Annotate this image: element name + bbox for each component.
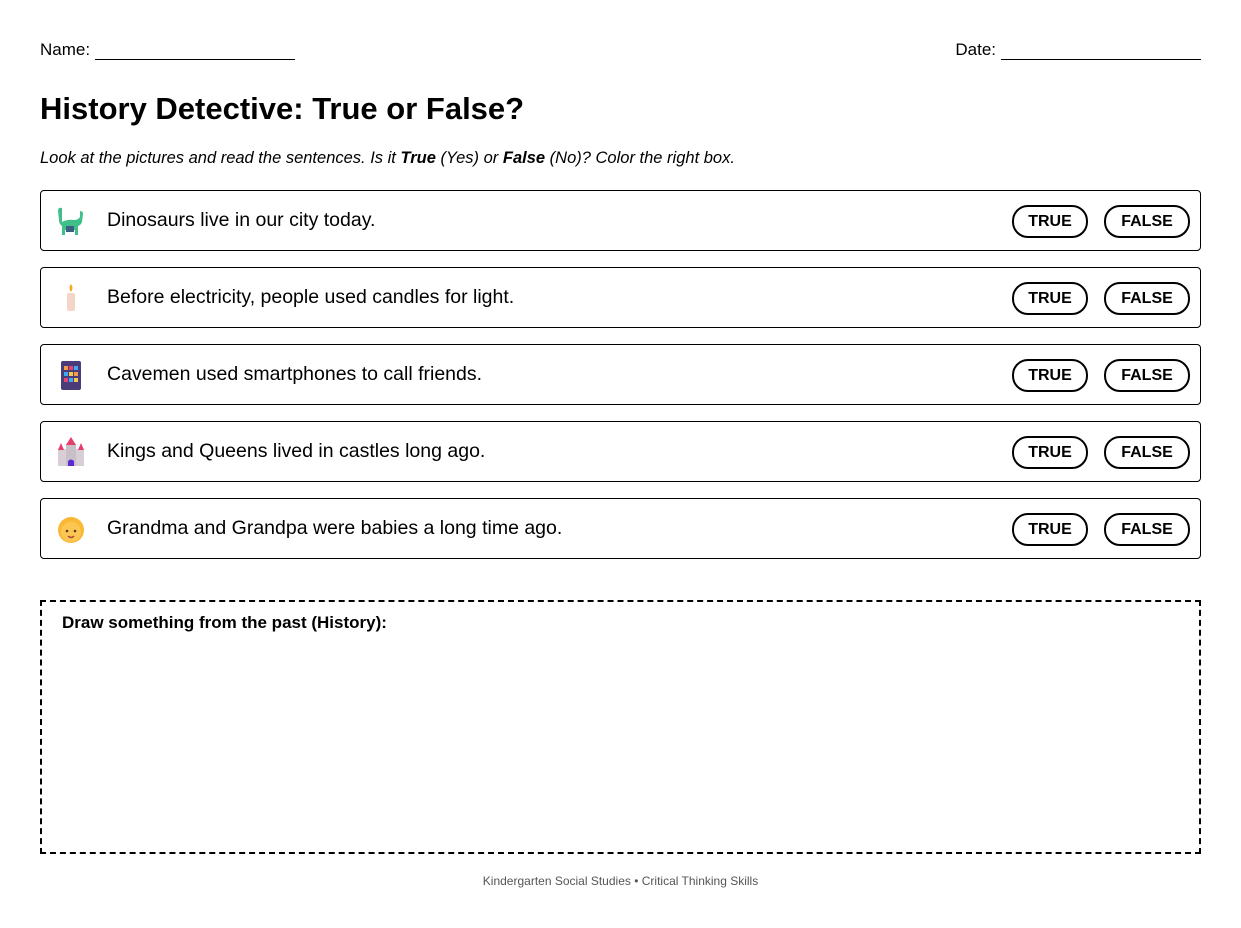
false-button[interactable]: FALSE: [1104, 282, 1190, 315]
instructions-text: (No)? Color the right box.: [545, 149, 735, 167]
name-label: Name:: [40, 40, 91, 59]
true-button[interactable]: TRUE: [1012, 359, 1088, 392]
question-row: [40, 267, 1201, 328]
question-text: Before electricity, people used candles for light.: [107, 286, 515, 308]
date-label: Date:: [955, 40, 996, 59]
false-word: False: [502, 149, 546, 167]
smartphone-icon: [55, 359, 87, 391]
question-text: Cavemen used smartphones to call friends.: [107, 363, 483, 385]
true-button[interactable]: TRUE: [1012, 282, 1088, 315]
true-button[interactable]: TRUE: [1012, 513, 1088, 546]
false-button[interactable]: FALSE: [1104, 359, 1190, 392]
drawing-label: Draw something from the past (History):: [62, 613, 387, 632]
false-button[interactable]: FALSE: [1104, 436, 1190, 469]
question-row: [40, 421, 1201, 482]
false-button[interactable]: FALSE: [1104, 513, 1190, 546]
header: [40, 40, 1201, 60]
question-text: Kings and Queens lived in castles long ago.: [107, 440, 486, 462]
date-field[interactable]: [955, 40, 1201, 60]
date-line[interactable]: [1001, 44, 1201, 60]
true-button[interactable]: TRUE: [1012, 436, 1088, 469]
name-field[interactable]: [40, 40, 295, 60]
drawing-area[interactable]: [40, 600, 1201, 854]
name-line[interactable]: [95, 44, 295, 60]
question-row: [40, 190, 1201, 251]
question-row: [40, 344, 1201, 405]
baby-icon: [55, 513, 87, 545]
castle-icon: [55, 436, 87, 468]
true-word: True: [400, 149, 436, 167]
candle-icon: [55, 282, 87, 314]
page-title: History Detective: True or False?: [40, 91, 525, 126]
true-button[interactable]: TRUE: [1012, 205, 1088, 238]
instructions-text: Look at the pictures and read the sentences. Is it: [40, 149, 401, 167]
false-button[interactable]: FALSE: [1104, 205, 1190, 238]
instructions-text: (Yes) or: [435, 149, 503, 167]
instructions: [40, 149, 735, 168]
question-text: Grandma and Grandpa were babies a long time ago.: [107, 517, 563, 539]
question-text: Dinosaurs live in our city today.: [107, 209, 376, 231]
footer: Kindergarten Social Studies • Critical Thinking Skills: [482, 874, 759, 888]
question-row: [40, 498, 1201, 559]
dinosaur-icon: [55, 205, 87, 237]
